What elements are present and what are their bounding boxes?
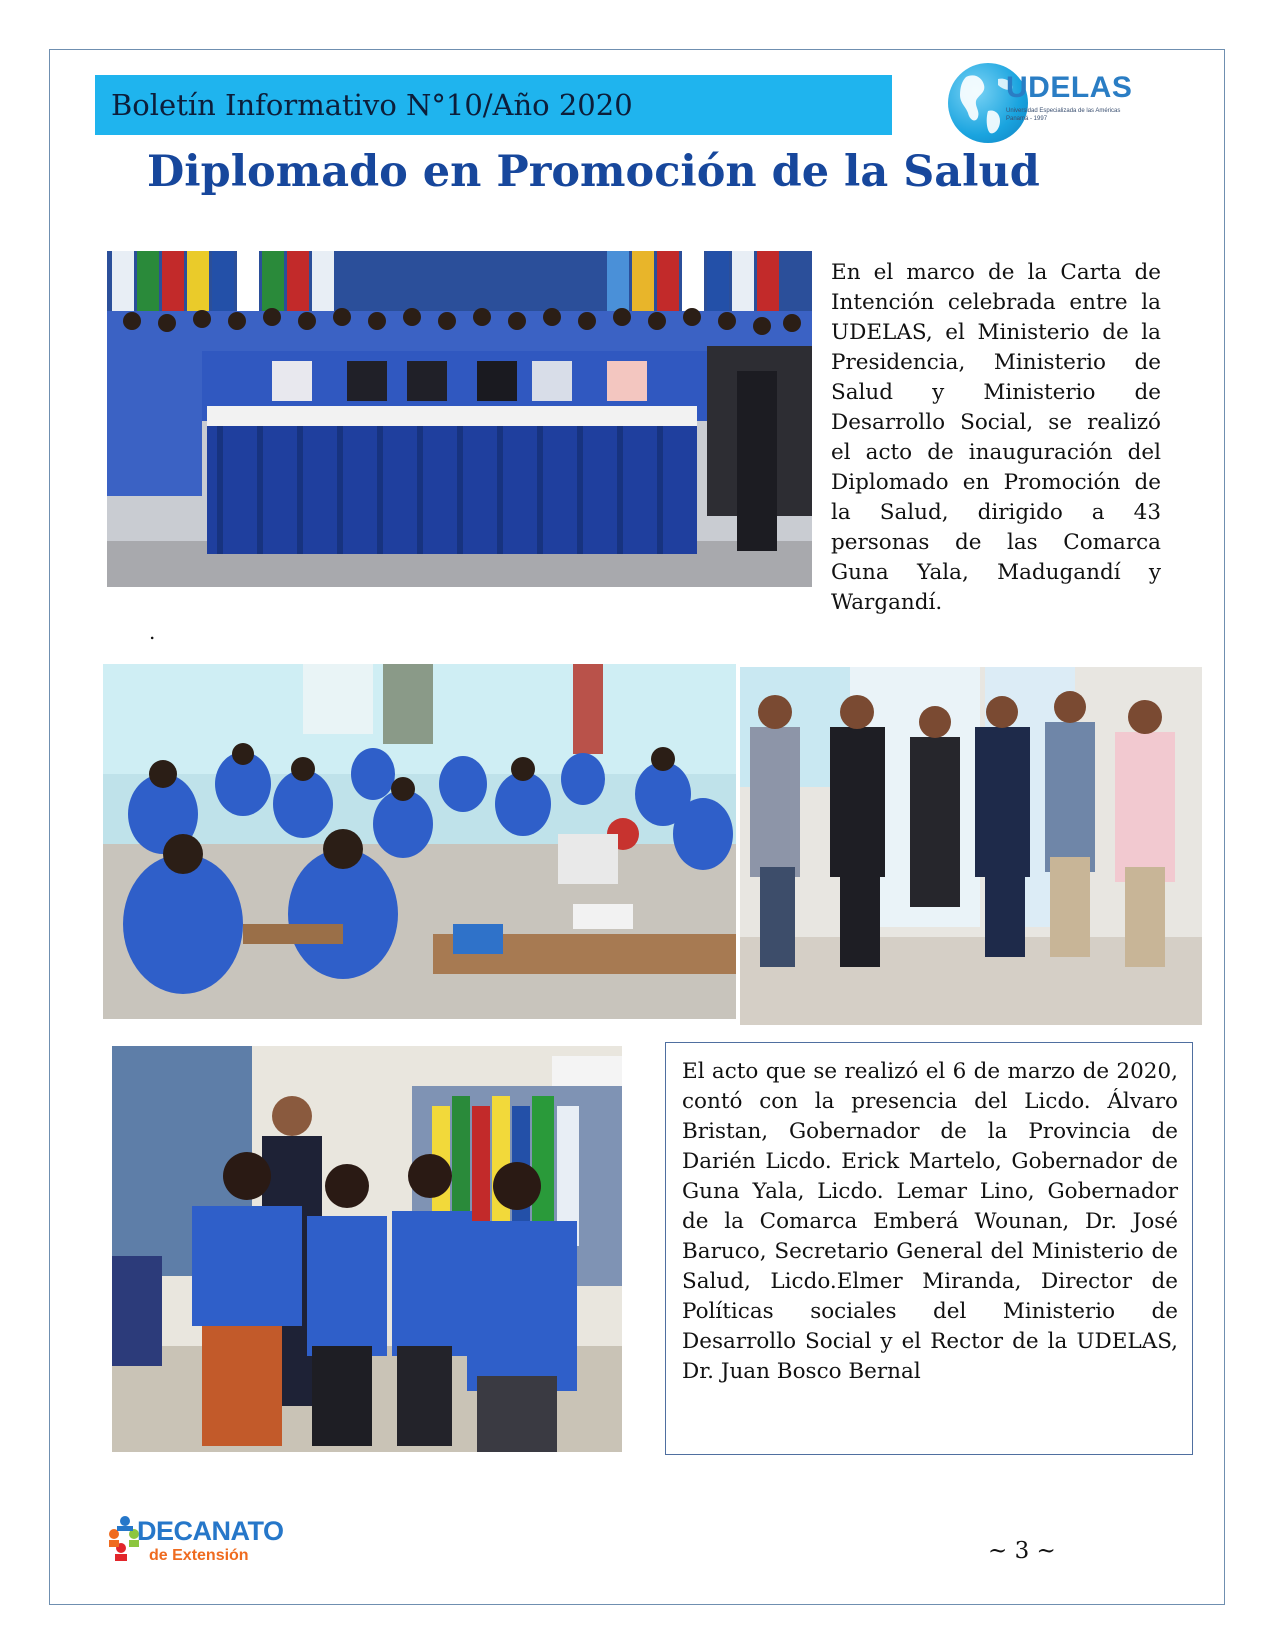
intro-paragraph: En el marco de la Carta de Intención celebrada entre la UDELAS, el Ministerio de la Presidencia, Ministerio de Salud y Ministerio de Desarrollo Social, se realizó el acto de inauguración del Diplomado en Promoción de la Salud, dirigido a 43 personas de las Comarca Guna Yala, Madugandí y Wargandí. — [831, 260, 1161, 615]
udelas-wordmark: UDELAS — [1006, 71, 1133, 104]
caption-box — [665, 1042, 1193, 1455]
stray-mark: . — [149, 620, 156, 644]
udelas-tagline: Universidad Especializada de las Américas Panamá - 1997 — [1006, 108, 1121, 122]
officials-photo — [740, 667, 1202, 1025]
bulletin-header-bar — [95, 75, 892, 135]
group-photo-inauguration — [107, 251, 812, 587]
decanato-subtitle: de Extensión — [149, 1547, 249, 1564]
participants-photo — [112, 1046, 622, 1452]
caption-paragraph: El acto que se realizó el 6 de marzo de 2020, contó con la presencia del Licdo. Álvaro Bristan, Gobernador de la Provincia de Darién Licdo. Erick Martelo, Gobernador de Guna Yala, Licdo. Lemar Lino, Gobernador de la Comarca Emberá Wounan, Dr. José Baruco, Secretario General del Ministerio de Salud, Licdo.Elmer Miranda, Director de Políticas sociales del Ministerio de Desarrollo Social y el Rector de la UDELAS, Dr. Juan Bosco Bernal — [682, 1059, 1178, 1384]
decanato-logo — [107, 1514, 297, 1570]
bulletin-label: Boletín Informativo N°10/Año 2020 — [111, 88, 633, 122]
page-number: ~ 3 ~ — [988, 1538, 1056, 1564]
decanato-wordmark: DECANATO — [137, 1516, 284, 1546]
page-title: Diplomado en Promoción de la Salud — [147, 147, 1040, 197]
udelas-logo — [948, 61, 1133, 143]
classroom-photo — [103, 664, 736, 1019]
